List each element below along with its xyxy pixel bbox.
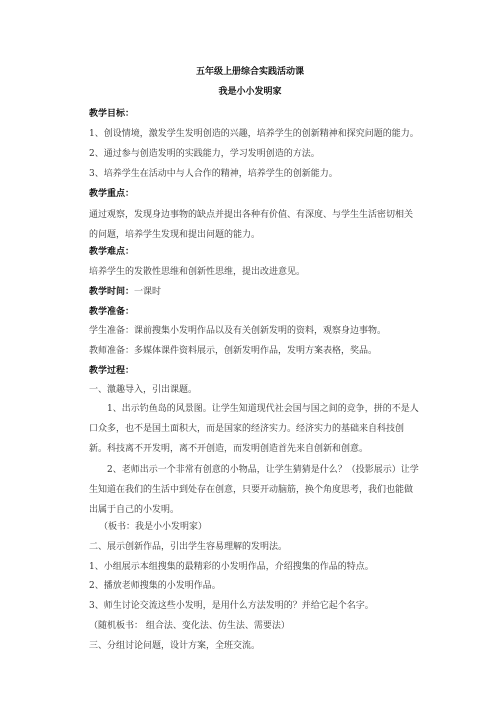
difficulty-text: 培养学生的发散性思维和创新性思维，提出改进意见。 bbox=[89, 267, 306, 277]
process-heading: 教学过程： bbox=[89, 366, 135, 376]
goals-heading: 教学目标： bbox=[89, 109, 135, 119]
goal-item: 3、培养学生在活动中与人合作的精神，培养学生的创新能力。 bbox=[89, 169, 338, 179]
step-heading: 二、展示创新作品，引出学生容易理解的发明法。 bbox=[89, 542, 288, 552]
goal-item: 2、通过参与创造发明的实践能力，学习发明创造的方法。 bbox=[89, 149, 320, 159]
step-item: 1、小组展示本组搜集的最精彩的小发明作品，介绍搜集的作品的特点。 bbox=[89, 562, 374, 572]
step-paragraph: 1、出示钓鱼岛的风景图。让学生知道现代社会国与国之间的竞争，拼的不是人口众多，也不是国土面积大，而是国家的经济实力。经济实力的基础来自科技创新。科技离不开发明，离不开创造，而发明创造首先来自创新和创意。 bbox=[89, 404, 419, 454]
document-subtitle: 我是小小发明家 bbox=[218, 87, 282, 97]
prep-teacher: 教师准备：多媒体课件资料展示，创新发明作品，发明方案表格，奖品。 bbox=[89, 346, 378, 356]
step-paragraph: 2、老师出示一个非常有创意的小物品，让学生猜猜是什么？（投影展示）让学生知道在我们的生活中到处存在创意，只要开动脑筋，换个角度思考，我们也能做出属于自己的小发明。 bbox=[89, 465, 419, 515]
time-heading: 教学时间： bbox=[89, 287, 135, 297]
step-item: 2、播放老师搜集的小发明作品。 bbox=[89, 581, 221, 591]
time-line bbox=[89, 286, 161, 298]
key-points-text: 通过观察，发现身边事物的缺点并提出各种有价值、有深度、与学生生活密切相关的问题，培养学生发现和提出问题的能力。 bbox=[89, 210, 414, 240]
step-heading: 三、分组讨论问题，设计方案，全班交流。 bbox=[89, 641, 261, 651]
prep-student: 学生准备：课前搜集小发明作品以及有关创新发明的资料，观察身边事物。 bbox=[89, 326, 387, 336]
time-value: 一课时 bbox=[134, 287, 162, 297]
step-item: 3、师生讨论交流这些小发明，是用什么方法发明的？并给它起个名字。 bbox=[89, 601, 374, 611]
key-points-heading: 教学重点： bbox=[89, 189, 135, 199]
difficulty-heading: 教学难点： bbox=[89, 247, 135, 257]
board-note: （板书：我是小小发明家） bbox=[99, 522, 208, 532]
document-title: 五年级上册综合实践活动课 bbox=[195, 67, 304, 77]
prep-heading: 教学准备： bbox=[89, 307, 135, 317]
board-note: （随机板书： 组合法、变化法、仿生法、需要法） bbox=[89, 621, 290, 631]
step-heading: 一、激趣导入，引出课题。 bbox=[89, 385, 198, 395]
goal-item: 1、创设情境，激发学生发明创造的兴趣，培养学生的创新精神和探究问题的能力。 bbox=[89, 129, 419, 139]
